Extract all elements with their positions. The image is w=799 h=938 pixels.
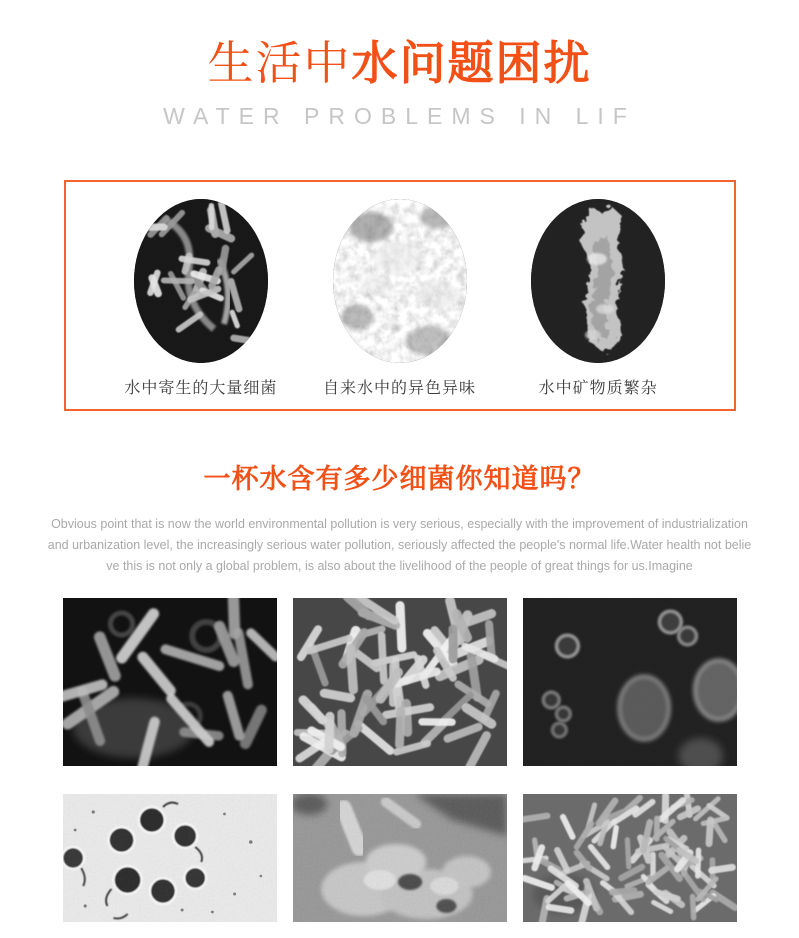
section-paragraph-line-3: ve this is not only a global problem, is also about the livelihood of the people of great things for us.Imagine <box>106 559 693 573</box>
feature-caption-tap-water: 自来水中的异色异味 <box>323 380 477 397</box>
dense-rod-bacteria-graphic <box>293 598 507 766</box>
oval-cells-dark-image <box>523 598 737 766</box>
page-title-light-part: 生活中 <box>207 37 352 89</box>
section-paragraph <box>0 514 799 577</box>
bacilli-colony-image <box>523 794 737 922</box>
bacilli-colony-graphic <box>523 794 737 922</box>
page-title <box>0 36 799 91</box>
rod-bacteria-dark-graphic <box>63 598 277 766</box>
parasitic-bacteria-circle-image <box>134 199 268 363</box>
parasite-cysts-graphic <box>63 794 277 922</box>
water-problems-feature-box <box>64 180 736 411</box>
rod-bacteria-dark-image <box>63 598 277 766</box>
parasite-cysts-light-image <box>63 794 277 922</box>
feature-caption-bacteria: 水中寄生的大量细菌 <box>124 380 278 397</box>
mineral-column-graphic <box>531 199 665 363</box>
feature-item-bacteria <box>102 199 301 409</box>
page-subtitle: WATER PROBLEMS IN LIF <box>163 103 636 129</box>
section-paragraph-line-1: Obvious point that is now the world environmental pollution is very serious, especially with the improvement of industrialization <box>51 517 748 531</box>
section-heading: 一杯水含有多少细菌你知道吗？ <box>203 464 596 494</box>
page-header <box>0 0 799 130</box>
bacteria-cluster-graphic <box>134 199 268 363</box>
page-title-bold-part: 水问题困扰 <box>351 37 592 89</box>
mottled-sediment-graphic <box>333 199 467 363</box>
oval-cells-dark-graphic <box>523 598 737 766</box>
dense-rod-bacteria-image <box>293 598 507 766</box>
feature-item-minerals <box>499 199 698 409</box>
amoeba-cells-graphic <box>293 794 507 922</box>
feature-caption-minerals: 水中矿物质繁杂 <box>538 380 658 397</box>
bacteria-image-gallery <box>63 598 737 922</box>
feature-item-tap-water <box>300 199 499 409</box>
tap-water-color-odor-circle-image <box>333 199 467 363</box>
amoeba-cells-image <box>293 794 507 922</box>
section-paragraph-line-2: and urbanization level, the increasingly serious water pollution, seriously affected the people's normal life.Water health not belie <box>47 538 752 552</box>
mineral-deposit-circle-image <box>531 199 665 363</box>
